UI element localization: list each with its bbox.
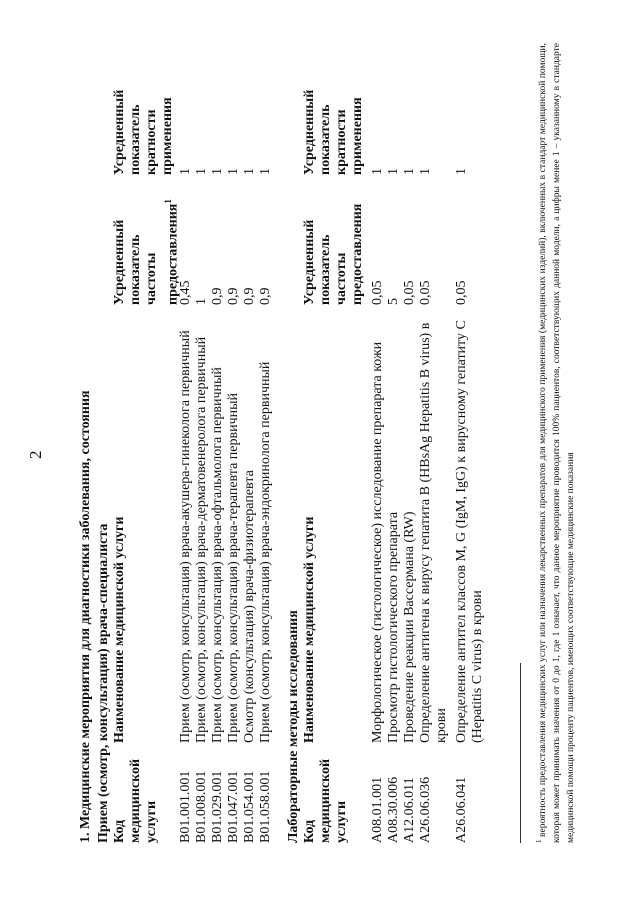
row-mult: 1 xyxy=(402,168,417,175)
table1-header-name: Наименование медицинской услуги xyxy=(112,516,127,743)
row-code: B01.054.001 xyxy=(242,770,257,843)
row-code: B01.058.001 xyxy=(258,770,273,843)
page-number: 2 xyxy=(26,450,45,459)
row-mult: 1 xyxy=(418,168,433,175)
table2-header-name: Наименование медицинской услуги xyxy=(302,516,317,743)
row-name: Прием (осмотр, консультация) врача-офтальмолога первичный xyxy=(210,367,225,743)
footnote xyxy=(532,43,578,843)
row-code: B01.047.001 xyxy=(226,770,241,843)
table1-header-code: Код медицинской услуги xyxy=(112,758,159,843)
row-mult: 1 xyxy=(242,168,257,175)
table2-header-freq: Усредненный показатель частоты предоставления xyxy=(302,203,365,305)
row-name: Прием (осмотр, консультация) врача-дерматовенеролога первичный xyxy=(194,336,209,743)
row-mult: 1 xyxy=(386,168,401,175)
row-freq: 0,9 xyxy=(210,287,225,305)
table1-subtitle: Прием (осмотр, консультация) врача-специалиста xyxy=(96,523,111,843)
row-name: Просмотр гистологического препарата xyxy=(386,511,401,743)
row-freq: 0,05 xyxy=(454,280,469,305)
row-name: Определение антигена к вирусу гепатита B (HBsAg Hepatitis B virus) в крови xyxy=(418,322,449,743)
table2-header-mult: Усредненный показатель кратности применения xyxy=(302,89,365,175)
row-code: A12.06.011 xyxy=(402,777,417,843)
row-freq: 5 xyxy=(386,298,401,305)
section-title: 1. Медицинские мероприятия для диагностики заболевания, состояния xyxy=(78,390,93,843)
row-mult: 1 xyxy=(226,168,241,175)
row-name: Определение антител классов M, G (IgM, IgG) к вирусному гепатиту C (Hepatitis C virus) в крови xyxy=(454,320,485,743)
table2-header-code: Код медицинской услуги xyxy=(302,758,349,843)
row-freq: 0,9 xyxy=(226,287,241,305)
row-freq: 0,05 xyxy=(402,280,417,305)
row-mult: 1 xyxy=(194,168,209,175)
row-mult: 1 xyxy=(258,168,273,175)
row-freq: 0,05 xyxy=(370,280,385,305)
row-code: B01.008.001 xyxy=(194,770,209,843)
table1-header-freq xyxy=(112,175,182,305)
table1-header-freq-text: Усредненный показатель частоты предоставления xyxy=(112,203,181,305)
footnote-text: вероятность предоставления медицинских услуг или назначения лекарственных препаратов для медицинского применения (медицинских изделий), включенных в стандарт медицинской помощи, которая может принимать значения от 0 до 1, где 1 означает, что данное мероприятие проводится 100% пациентов, соответствующих данной модели, а цифры менее 1 – указанному в стандарте медицинской помощи проценту пациентов, имеющих соответствующие медицинские показания xyxy=(538,42,577,843)
row-mult: 1 xyxy=(370,168,385,175)
row-freq: 0,45 xyxy=(178,280,193,305)
row-freq: 0,05 xyxy=(418,280,433,305)
row-mult: 1 xyxy=(454,168,469,175)
row-name: Прием (осмотр, консультация) врача-терапевта первичный xyxy=(226,392,241,743)
footnote-divider xyxy=(520,663,521,843)
row-name: Прием (осмотр, консультация) врача-эндокринолога первичный xyxy=(258,361,273,743)
row-code: B01.029.001 xyxy=(210,770,225,843)
row-code: B01.001.001 xyxy=(178,770,193,843)
footnote-marker: 1 xyxy=(535,839,543,843)
row-name: Проведение реакции Вассермана (RW) xyxy=(402,511,417,743)
table1-header-mult: Усредненный показатель кратности применения xyxy=(112,89,175,175)
row-code: A08.01.001 xyxy=(370,776,385,843)
row-freq: 1 xyxy=(194,298,209,305)
row-code: A26.06.041 xyxy=(454,776,469,843)
table2-subtitle: Лабораторные методы исследования xyxy=(286,610,301,843)
row-code: A26.06.036 xyxy=(418,776,433,843)
row-name: Морфологическое (гистологическое) исследование препарата кожи xyxy=(370,341,385,743)
row-freq: 0,9 xyxy=(242,287,257,305)
row-mult: 1 xyxy=(178,168,193,175)
table1-header-freq-sup: 1 xyxy=(163,199,173,204)
row-mult: 1 xyxy=(210,168,225,175)
row-freq: 0,9 xyxy=(258,287,273,305)
row-code: A08.30.006 xyxy=(386,776,401,843)
row-name: Осмотр (консультация) врача-физиотерапевта xyxy=(242,470,257,743)
row-name: Прием (осмотр, консультация) врача-акушера-гинеколога первичный xyxy=(178,330,193,743)
